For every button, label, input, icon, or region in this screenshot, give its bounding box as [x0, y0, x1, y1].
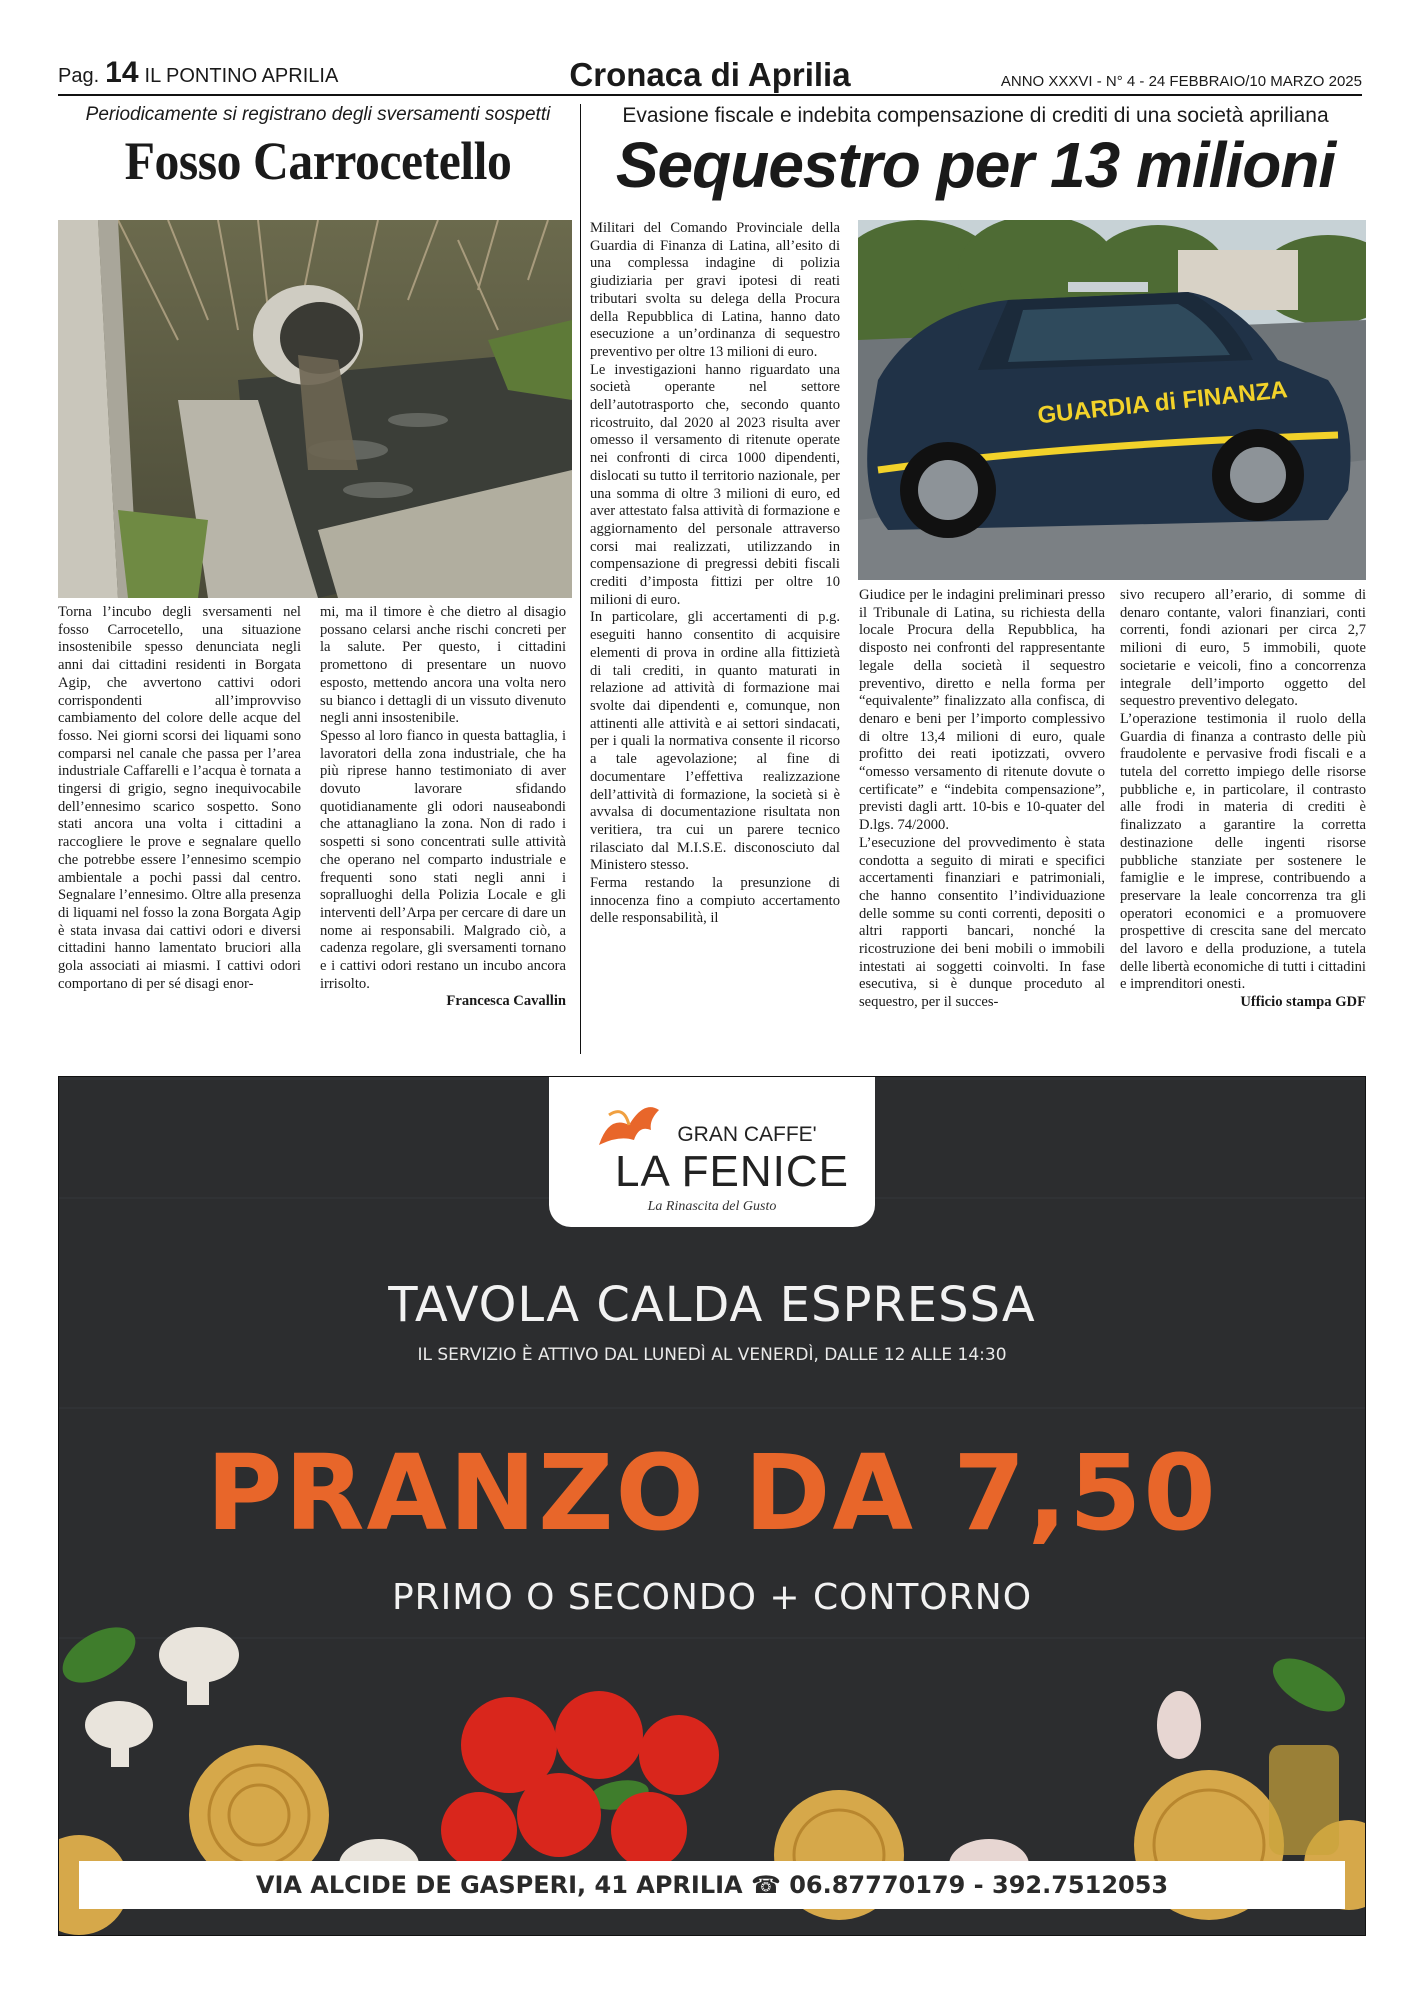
article1-paragraph: mi, ma il timore è che dietro al disagio possano celarsi anche rischi concreti per la salute. Per questo, i cittadini promettono di presentare un nuovo esposto, mettendo ancora una volta nero su bianco i dettagli di un vissuto divenuto negli anni insostenibile.: [320, 604, 566, 727]
article2-paragraph: L’esecuzione del provvedimento è stata condotta a seguito di mirati e specifici accertamenti finanziari e patrimoniali, che hanno consentito l’individuazione delle somme su conti correnti, depositi o altri rapporti bancari, nonché la ricostruzione dei beni mobili o immobili intestati ai soggetti coinvolti. In fase esecutiva, si è dunque proceduto al sequestro, per il succes-: [859, 834, 1105, 1011]
ad-service-hours: IL SERVIZIO È ATTIVO DAL LUNEDÌ AL VENERDÌ, DALLE 12 ALLE 14:30: [417, 1345, 1007, 1365]
publication-name: IL PONTINO APRILIA: [144, 65, 339, 87]
article2-paragraph: Ferma restando la presunzione di innocenza fino a compiuto accertamento delle responsabilità, il: [590, 875, 840, 927]
article2-paragraph: Giudice per le indagini preliminari presso il Tribunale di Latina, su richiesta della locale Procura della Repubblica, ha disposto nei confronti del rappresentante legale della società il sequestro preventivo, diretto e nella forma per “equivalente” finalizzato alla confisca, di denaro e beni per l’importo complessivo di oltre 13,4 milioni di euro, quale profitto dei reati ipotizzati, ovvero “omesso versamento di ritenute dovute o certificate” e “indebita compensazione”, previsti dagli artt. 10-bis e 10-quater del D.lgs. 74/2000.: [859, 587, 1105, 834]
ad-contact-bar: VIA ALCIDE DE GASPERI, 41 APRILIA ☎ 06.87770179 - 392.7512053: [79, 1861, 1345, 1909]
logo-main-text: LA FENICE: [615, 1147, 849, 1196]
ad-offer: PRIMO O SECONDO + CONTORNO: [391, 1577, 1033, 1618]
article1-column-2: [320, 604, 566, 1011]
article2-paragraph: In particolare, gli accertamenti di p.g. eseguiti hanno consentito di acquisire elementi di prova in ordine alla fittizietà di tali crediti, in quanto maturati in relazione ad attività di formazione mai svolte dai dipendenti e, comunque, non attinenti alle attività e ai settori sindacati, per i quali la normativa consente il ricorso a tale agevolazione; al fine di documentare l’effettiva realizzazione dell’attività di formazione, la società si è avvalsa di documentazione risultata non veritiera, tra cui un parere tecnico rilasciato dal M.I.S.E. disconosciuto dal Ministero stesso.: [590, 609, 840, 874]
column-divider: [580, 104, 581, 1054]
article2-paragraph: Militari del Comando Provinciale della Guardia di Finanza di Latina, all’esito di una complessa indagine di polizia giudiziaria per gravi ipotesi di reati tributari svolta su delega della Procura della Repubblica di Latina, hanno dato esecuzione a un’ordinanza di sequestro preventivo per oltre 13 milioni di euro.: [590, 220, 840, 360]
ad-headline: TAVOLA CALDA ESPRESSA: [388, 1277, 1036, 1333]
article2-kicker: Evasione fiscale e indebita compensazione di crediti di una società apriliana: [622, 104, 1329, 127]
article2-column-2: [859, 587, 1105, 1012]
logo-panel: [549, 1077, 875, 1227]
article1-column-1: [58, 604, 301, 993]
car-livery-text: GUARDIA di FINANZA: [1036, 376, 1289, 430]
guardia-di-finanza-car-photo: [858, 220, 1366, 580]
page-number: 14: [105, 56, 139, 89]
article2-column-1: [590, 220, 840, 928]
page-header: [58, 56, 1362, 96]
page-prefix: Pag.: [58, 65, 100, 87]
article1-title: Fosso Carrocetello: [124, 131, 512, 191]
section-title: Cronaca di Aprilia: [569, 56, 851, 93]
article1-paragraph: Torna l’incubo degli sversamenti nel fosso Carrocetello, una situazione insostenibile spesso denunciata negli anni dai cittadini residenti in Borgata Agip, che avvertono cattivi odori corrispondenti all’improvviso cambiamento del colore delle acque del fosso. Nei giorni scorsi dei liquami sono comparsi nel canale che passa per l’area industriale Caffarelli e l’acqua è tornata a tingersi di grigio, segno inequivocabile dell’ennesimo scarico sospetto. Sono stati ancora una volta i cittadini a raccogliere le prove e segnalare quello che potrebbe essere l’ennesimo scempio ambientale a pochi passi dal centro. Segnalare l’ennesimo. Oltre alla presenza di liquami nel fosso la zona Borgata Agip è stata invasa dai cattivi odori e diversi cittadini hanno lamentato bruciori alla gola associati ai miasmi. I cattivi odori comportano di per sé disagi enor-: [58, 604, 301, 992]
logo-tagline: La Rinascita del Gusto: [647, 1199, 777, 1214]
ditch-photo: [58, 220, 572, 598]
article1-kicker: Periodicamente si registrano degli sversamenti sospetti: [85, 104, 551, 125]
article2-paragraph: Le investigazioni hanno riguardato una società operante nel settore dell’autotrasporto che, secondo quanto ricostruito, dal 2020 al 2023 risulta aver omesso il versamento di ritenute operate nei confronti di circa 1000 dipendenti, dislocati su tutto il territorio nazionale, per una somma di oltre 3 milioni di euro, ed aver attestato falsa attività di formazione e aggiornamento del personale attraverso corsi mai realizzati, utilizzando in compensazione di pregressi debiti fiscali crediti d’imposta fittizi per oltre 10 milioni di euro.: [590, 361, 840, 608]
article1-author: Francesca Cavallin: [446, 993, 566, 1010]
advertisement: [58, 1076, 1366, 1936]
article2-title: Sequestro per 13 milioni: [615, 129, 1336, 201]
logo-top-text: GRAN CAFFE': [677, 1123, 817, 1146]
article2-column-3: [1120, 587, 1366, 1012]
car-photo-illustration: [858, 220, 1366, 580]
article2-paragraph: sivo recupero all’erario, di somme di denaro contante, valori finanziari, conti correnti, fondi azionari per circa 2,7 milioni di euro, 5 immobili, quote societarie e veicoli, fino a concorrenza integrale dell’importo oggetto del sequestro preventivo delegato.: [1120, 587, 1366, 710]
article2-author: Ufficio stampa GDF: [1240, 994, 1366, 1011]
article1-paragraph: Spesso al loro fianco in questa battaglia, i lavoratori della zona industriale, che ha più riprese hanno testimoniato di aver dovuto lavorare sfidando quotidianamente gli odori nauseabondi che attanagliano la zona. Non di rado i sospetti si sono concentrati sulle attività che operano nel comparto industriale e frequenti sono stati negli anni i sopralluoghi della Polizia Locale e gli interventi dell’Arpa per cercare di dare un nome ai responsabili. Malgrado ciò, a cadenza regolare, gli sversamenti tornano e i cattivi odori restano un incubo ancora irrisolto.: [320, 727, 566, 992]
issue-info: ANNO XXXVI - N° 4 - 24 FEBBRAIO/10 MARZO 2025: [1000, 73, 1362, 90]
ditch-photo-illustration: [58, 220, 572, 598]
ad-price: PRANZO DA 7,50: [206, 1432, 1218, 1554]
article2-paragraph: L’operazione testimonia il ruolo della Guardia di finanza a contrasto delle più fraudolente e pervasive frodi fiscali e a tutela del corretto impiego delle risorse pubbliche e, in particolare, il contrasto alle frodi in materia di crediti è finalizzato a garantire la corretta destinazione delle ingenti risorse pubbliche stanziate per sostenere le famiglie e le imprese, contribuendo a preservare la leale concorrenza tra gli operatori economici e a promuovere prospettive di crescita sane del mercato del lavoro e della produzione, a tutela delle libertà economiche di tutti i cittadini e imprenditori onesti.: [1120, 710, 1366, 993]
